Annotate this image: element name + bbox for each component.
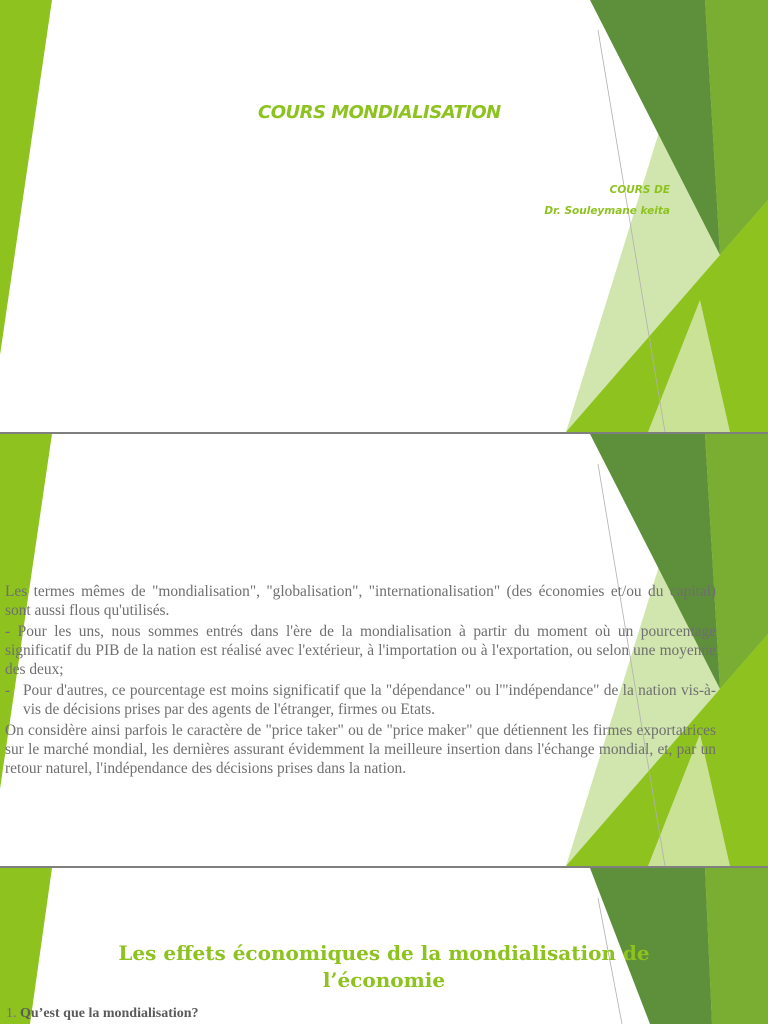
paragraph-definitions: Les termes mêmes de "mondialisation", "globalisation", "internationalisation" (des économies et/ou du capital) sont aussi flous qu'utilisés. [5, 583, 716, 619]
author-block [544, 180, 670, 222]
numbered-item [6, 1006, 199, 1022]
left-accent-shape [0, 868, 52, 1024]
paragraph-dependance-text: Pour d'autres, ce pourcentage est moins significatif que la "dépendance" ou l'"indépendance" de la nation vis-à-vis de décisions prises par des agents de l'étranger, firmes ou Etats. [23, 682, 716, 718]
paragraph-price-taker: On considère ainsi parfois le caractère de "price taker" ou de "price maker" que détiennent les firmes exportatrices sur le marché mondial, les dernières assurant évidemment la meilleure insertion dans l'échange mondial, et, par un retour naturel, l'indépendance des décisions prises dans la nation. [5, 722, 716, 777]
presentation-title: COURS MONDIALISATION [258, 102, 501, 123]
course-by-label: COURS DE [609, 184, 670, 196]
slide-body [5, 582, 716, 780]
item-number: 1. [6, 1006, 17, 1021]
author-name: Dr. Souleymane keita [544, 205, 670, 217]
paragraph-pib: - Pour les uns, nous sommes entrés dans l'ère de la mondialisation à partir du moment où un pourcentage significatif du PIB de la nation est réalisé avec l'extérieur, à l'importation ou à l'exportation, ou selon une moyenne des deux; [5, 623, 716, 678]
slide-title [0, 0, 768, 432]
slide-heading: Les effets économiques de la mondialisation de l’économie [118, 941, 650, 992]
paragraph-dependance [5, 681, 716, 719]
bullet-marker: - [5, 682, 11, 699]
right-shape-mid [705, 868, 768, 1024]
item-text: Qu’est que la mondialisation? [20, 1006, 199, 1021]
left-accent-shape [0, 0, 52, 355]
